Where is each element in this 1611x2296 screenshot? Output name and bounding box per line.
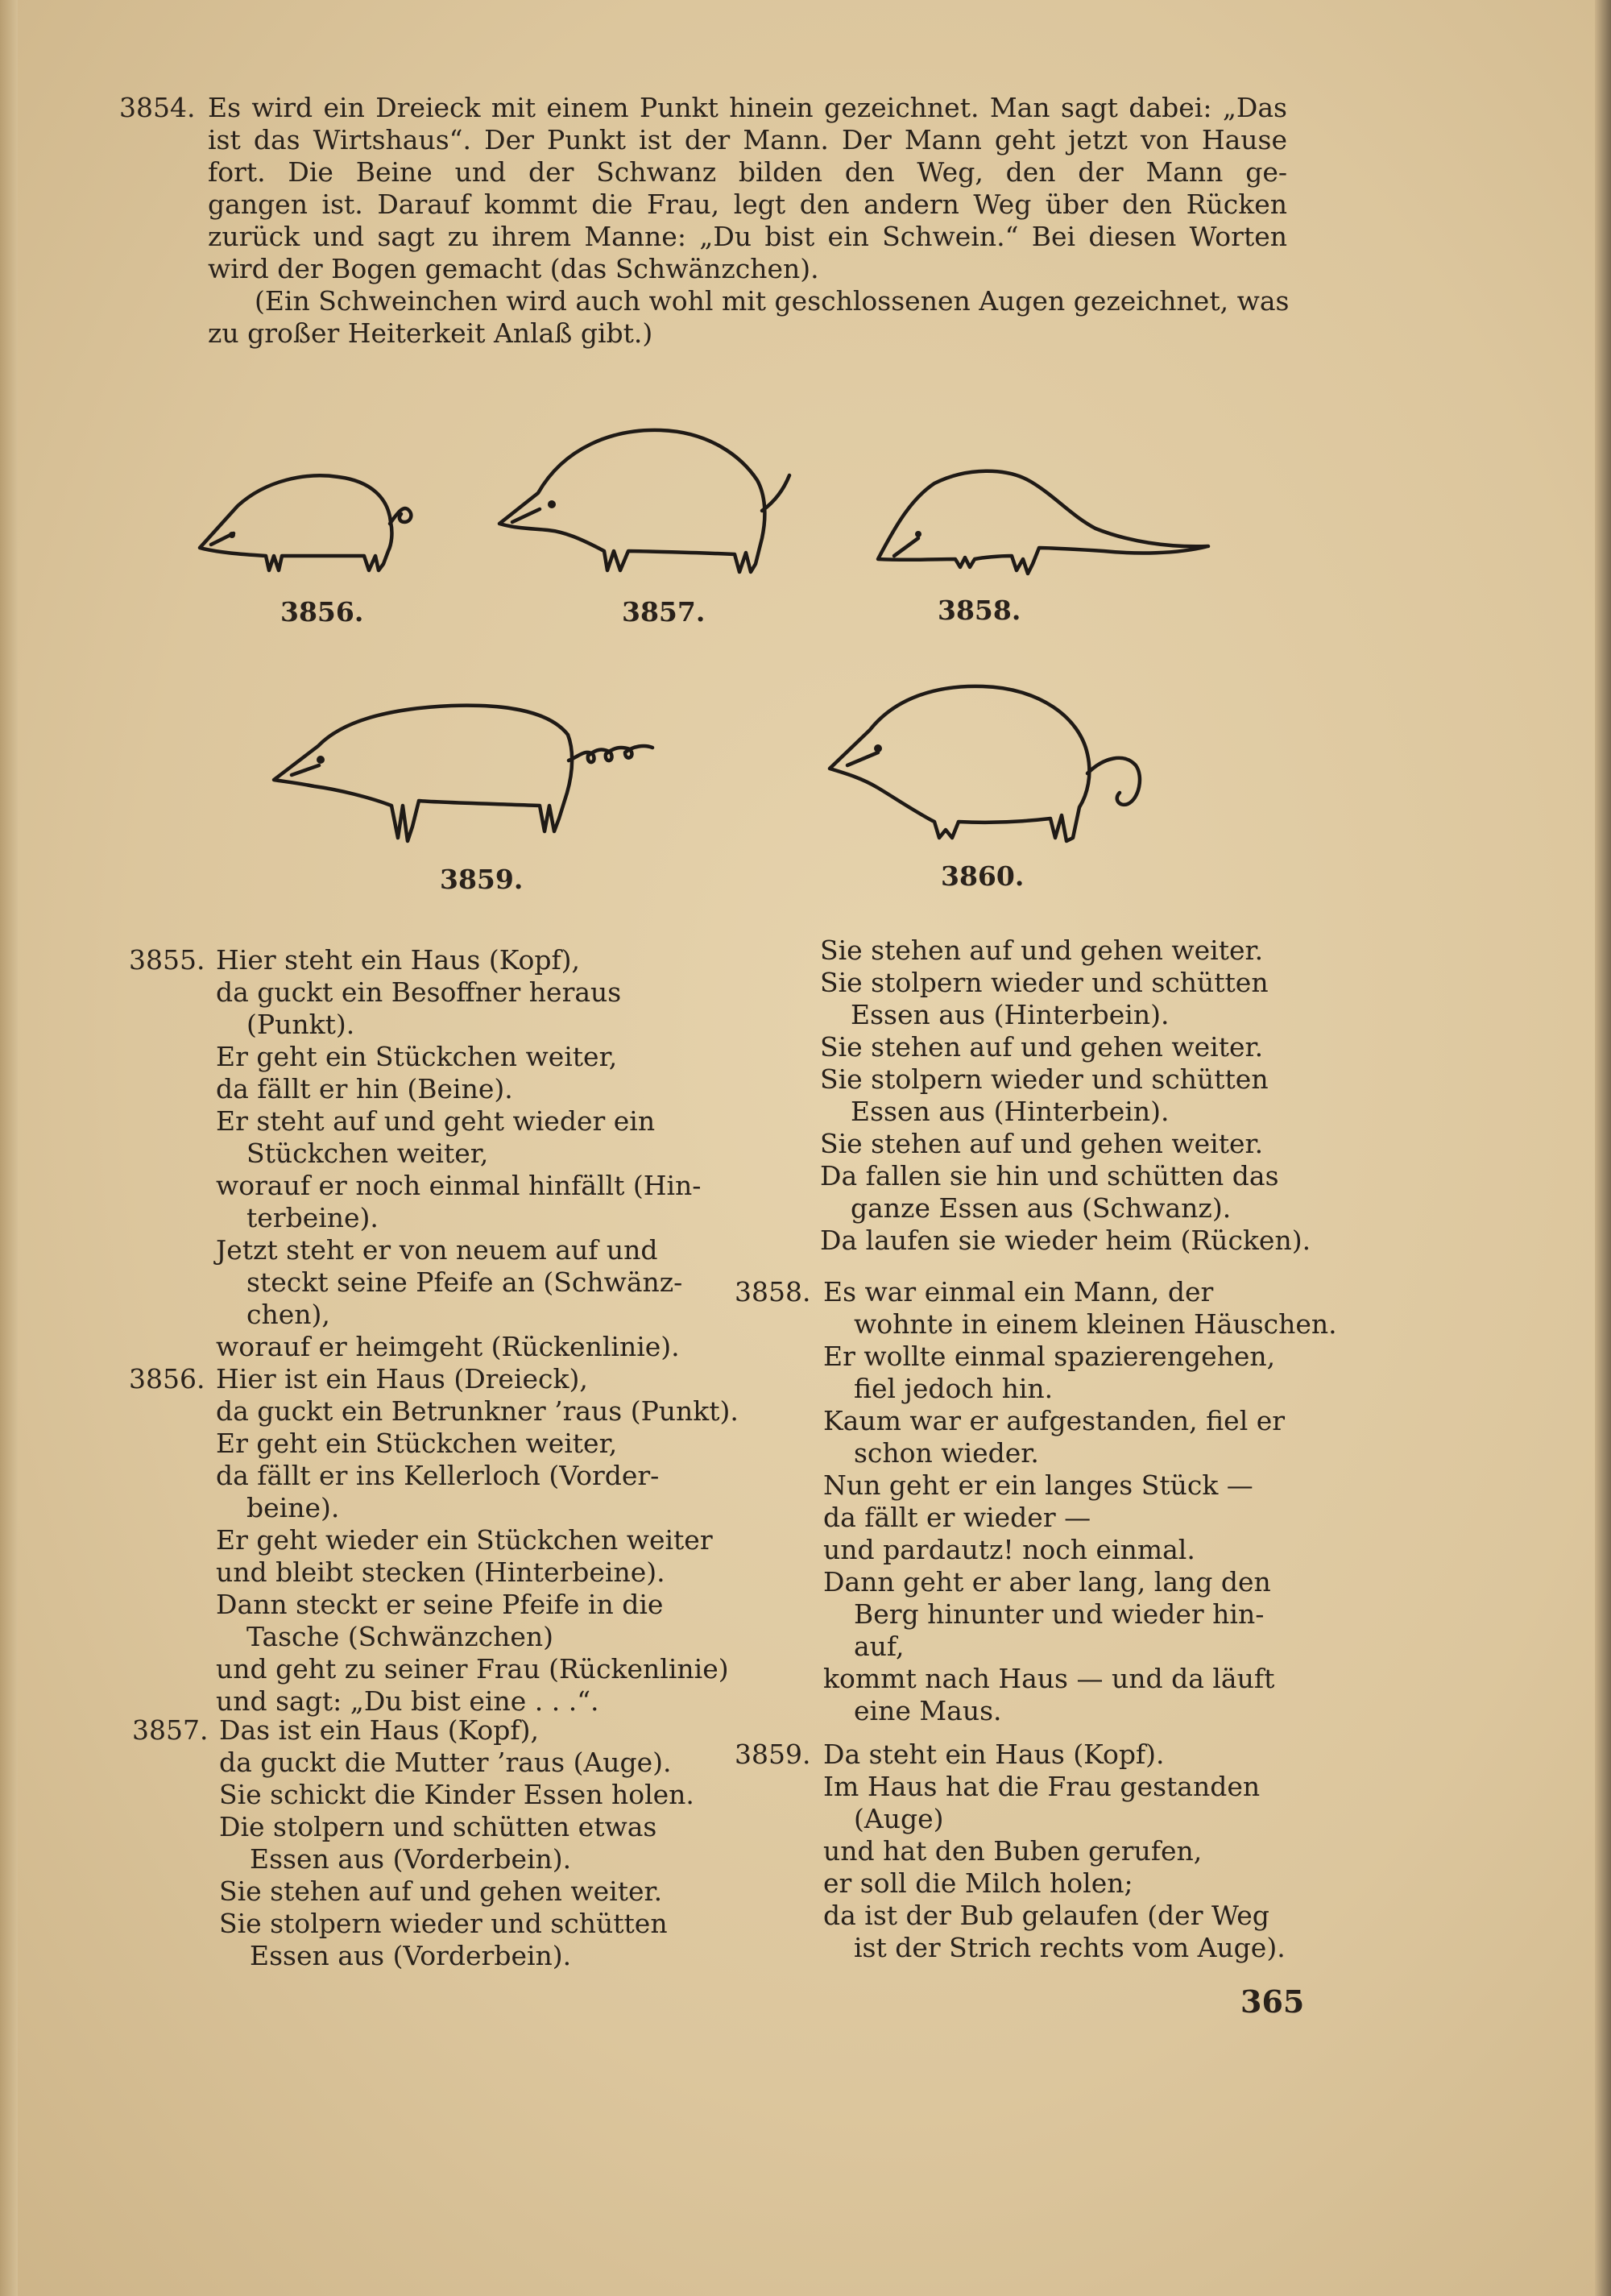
page-number: 365: [1240, 1983, 1305, 2020]
verse-line: (Punkt).: [246, 1009, 355, 1040]
pig-drawing-3860: [830, 686, 1140, 841]
entry-3859-text: [823, 1739, 1339, 1964]
entry-3856-text: [216, 1363, 739, 1718]
verse-line: Dann steckt er seine Pfeife in die: [216, 1589, 664, 1620]
figure-label-3856: 3856.: [280, 596, 364, 628]
pig-eye-3860: [874, 744, 882, 752]
verse-line: Sie stolpern wieder und schütten: [820, 1063, 1269, 1095]
verse-line: da guckt ein Besoffner heraus: [216, 976, 622, 1008]
pig-drawing-3856: [200, 475, 411, 570]
verse-line: Da laufen sie wieder heim (Rücken).: [820, 1225, 1311, 1256]
verse-line: da fällt er hin (Beine).: [216, 1073, 513, 1104]
entry-3854-line: Es wird ein Dreieck mit einem Punkt hinein gezeichnet. Man sagt dabei: „Das: [208, 92, 1287, 123]
verse-line: Jetzt steht er von neuem auf und: [216, 1234, 658, 1266]
verse-line: da fällt er wieder —: [823, 1502, 1091, 1533]
verse-line: Stückchen weiter,: [246, 1138, 489, 1169]
pig-drawing-3859: [274, 706, 652, 841]
verse-line: (Auge): [854, 1803, 944, 1834]
pig-drawing-3857: [499, 430, 789, 572]
verse-line: ist der Strich rechts vom Auge).: [854, 1932, 1286, 1963]
verse-line: Hier ist ein Haus (Dreieck),: [216, 1363, 588, 1395]
verse-line: Er wollte einmal spazierengehen,: [823, 1341, 1276, 1372]
entry-number-3856: 3856.: [129, 1363, 205, 1395]
verse-line: Hier steht ein Haus (Kopf),: [216, 944, 581, 976]
verse-line: und geht zu seiner Frau (Rückenlinie): [216, 1653, 729, 1685]
verse-line: da guckt die Mutter ’raus (Auge).: [219, 1747, 672, 1778]
entry-number-3858: 3858.: [735, 1276, 811, 1308]
verse-line: Sie stolpern wieder und schütten: [219, 1908, 668, 1939]
figure-label-3858: 3858.: [938, 595, 1021, 626]
verse-line: Er geht ein Stückchen weiter,: [216, 1428, 618, 1459]
verse-line: Sie stehen auf und gehen weiter.: [820, 935, 1264, 966]
verse-line: Im Haus hat die Frau gestanden: [823, 1771, 1261, 1802]
verse-line: Sie stehen auf und gehen weiter.: [219, 1875, 663, 1907]
entry-number-3855: 3855.: [129, 944, 205, 976]
verse-line: Essen aus (Vorderbein).: [250, 1843, 572, 1875]
verse-line: Sie schickt die Kinder Essen holen.: [219, 1779, 694, 1810]
verse-line: Berg hinunter und wieder hin-: [854, 1598, 1265, 1630]
figure-label-3859: 3859.: [440, 864, 524, 895]
verse-line: Es war einmal ein Mann, der: [823, 1276, 1214, 1308]
verse-line: Sie stehen auf und gehen weiter.: [820, 1031, 1264, 1063]
verse-line: auf,: [854, 1631, 905, 1662]
entry-3854-line: zurück und sagt zu ihrem Manne: „Du bist ein Schwein.“ Bei diesen Worten: [208, 221, 1287, 252]
pig-eye-3856: [229, 532, 235, 538]
verse-line: Essen aus (Vorderbein).: [250, 1940, 572, 1971]
pig-drawing-3858: [878, 471, 1208, 574]
verse-line: beine).: [246, 1492, 340, 1523]
pig-eye-3859: [317, 756, 325, 764]
verse-line: Da fallen sie hin und schütten das: [820, 1160, 1279, 1192]
pig-drawings: [0, 0, 1611, 926]
verse-line: er soll die Milch holen;: [823, 1867, 1133, 1899]
verse-line: worauf er noch einmal hinfällt (Hin-: [216, 1170, 702, 1201]
verse-line: chen),: [246, 1299, 330, 1330]
entry-3854-note-line: (Ein Schweinchen wird auch wohl mit geschlossenen Augen gezeichnet, was: [255, 285, 1290, 317]
entry-3855-text: [216, 944, 702, 1363]
entry-3857-text: [219, 1714, 702, 1972]
verse-line: worauf er heimgeht (Rückenlinie).: [216, 1331, 680, 1362]
verse-line: da guckt ein Betrunkner ’raus (Punkt).: [216, 1395, 739, 1427]
verse-line: Kaum war er aufgestanden, fiel er: [823, 1405, 1286, 1436]
verse-line: Er steht auf und geht wieder ein: [216, 1105, 656, 1137]
verse-line: Nun geht er ein langes Stück —: [823, 1469, 1253, 1501]
verse-line: und pardautz! noch einmal.: [823, 1534, 1195, 1565]
entry-3854-note-line: zu großer Heiterkeit Anlaß gibt.): [208, 317, 653, 349]
verse-line: Da steht ein Haus (Kopf).: [823, 1739, 1165, 1770]
verse-line: und hat den Buben gerufen,: [823, 1835, 1203, 1867]
verse-line: Er geht wieder ein Stückchen weiter: [216, 1524, 713, 1556]
entry-3854-line: fort. Die Beine und der Schwanz bilden den Weg, den der Mann ge-: [208, 156, 1287, 188]
verse-line: Das ist ein Haus (Kopf),: [219, 1714, 539, 1746]
verse-line: und sagt: „Du bist eine . . .“.: [216, 1685, 599, 1717]
verse-line: kommt nach Haus — und da läuft: [823, 1663, 1275, 1694]
verse-line: schon wieder.: [854, 1437, 1039, 1469]
verse-line: Tasche (Schwänzchen): [246, 1621, 553, 1652]
entry-3854-line: gangen ist. Darauf kommt die Frau, legt den andern Weg über den Rücken: [208, 189, 1287, 220]
verse-line: Essen aus (Hinterbein).: [851, 999, 1170, 1030]
entry-3857-continued: [820, 935, 1336, 1257]
verse-line: wohnte in einem kleinen Häuschen.: [854, 1308, 1337, 1340]
figure-label-3860: 3860.: [941, 860, 1025, 892]
entry-number-3854: 3854.: [119, 92, 196, 123]
verse-line: terbeine).: [246, 1202, 379, 1233]
entry-3854-line: wird der Bogen gemacht (das Schwänzchen).: [208, 253, 819, 284]
verse-line: fiel jedoch hin.: [854, 1373, 1054, 1404]
verse-line: Sie stolpern wieder und schütten: [820, 967, 1269, 998]
verse-line: da ist der Bub gelaufen (der Weg: [823, 1900, 1269, 1931]
verse-line: da fällt er ins Kellerloch (Vorder-: [216, 1460, 660, 1491]
verse-line: Dann geht er aber lang, lang den: [823, 1566, 1271, 1598]
verse-line: Er geht ein Stückchen weiter,: [216, 1041, 618, 1072]
figure-label-3857: 3857.: [622, 596, 706, 628]
pig-eye-3858: [915, 531, 921, 537]
verse-line: und bleibt stecken (Hinterbeine).: [216, 1556, 665, 1588]
verse-line: ganze Essen aus (Schwanz).: [851, 1192, 1232, 1224]
verse-line: Sie stehen auf und gehen weiter.: [820, 1128, 1264, 1159]
verse-line: Die stolpern und schütten etwas: [219, 1811, 657, 1842]
verse-line: Essen aus (Hinterbein).: [851, 1096, 1170, 1127]
verse-line: steckt seine Pfeife an (Schwänz-: [246, 1266, 683, 1298]
entry-number-3857: 3857.: [132, 1714, 209, 1746]
entry-3854-line: ist das Wirtshaus“. Der Punkt ist der Mann. Der Mann geht jetzt von Hause: [208, 124, 1287, 155]
entry-3858-text: [823, 1276, 1339, 1727]
entry-number-3859: 3859.: [735, 1739, 811, 1770]
verse-line: eine Maus.: [854, 1695, 1002, 1726]
pig-eye-3857: [548, 500, 556, 508]
